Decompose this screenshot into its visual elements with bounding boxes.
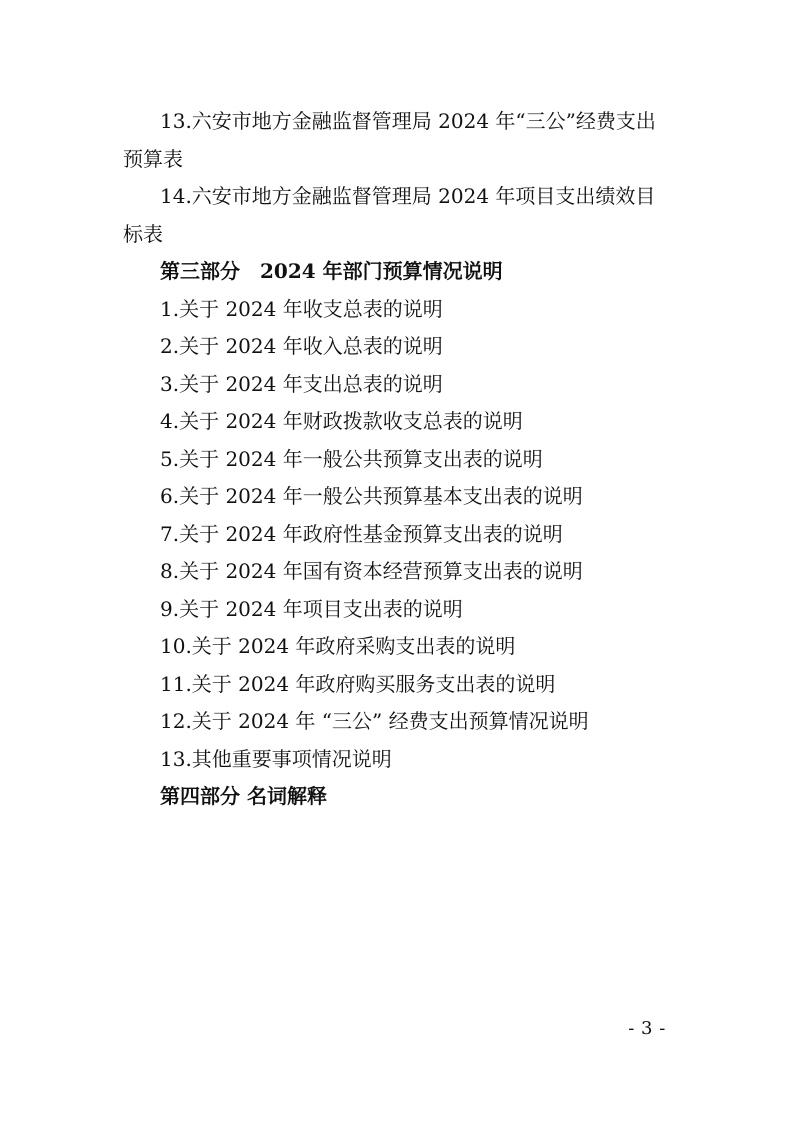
part-three-item-8: 8.关于 2024 年国有资本经营预算支出表的说明 bbox=[160, 559, 583, 583]
toc-item-14-line-1: 14.六安市地方金融监督管理局 2024 年项目支出绩效目 bbox=[160, 184, 656, 208]
part-three-item-2: 2.关于 2024 年收入总表的说明 bbox=[160, 334, 443, 358]
toc-item-13-line-1: 13.六安市地方金融监督管理局 2024 年“三公”经费支出 bbox=[160, 109, 656, 133]
part-three-item-1: 1.关于 2024 年收支总表的说明 bbox=[160, 296, 443, 321]
page-number: - 3 - bbox=[628, 1018, 666, 1039]
toc-item-14-line-2: 标表 bbox=[123, 221, 163, 246]
part-three-item-7: 7.关于 2024 年政府性基金预算支出表的说明 bbox=[160, 521, 563, 546]
part-three-item-11: 11.关于 2024 年政府购买服务支出表的说明 bbox=[160, 671, 556, 696]
part-three-item-9: 9.关于 2024 年项目支出表的说明 bbox=[160, 596, 463, 621]
part-three-heading: 第三部分 2024 年部门预算情况说明 bbox=[160, 259, 503, 283]
part-three-item-5: 5.关于 2024 年一般公共预算支出表的说明 bbox=[160, 446, 543, 471]
part-three-item-3: 3.关于 2024 年支出总表的说明 bbox=[160, 371, 443, 396]
part-three-item-13: 13.其他重要事项情况说明 bbox=[160, 746, 392, 771]
part-three-item-12: 12.关于 2024 年 “三公” 经费支出预算情况说明 bbox=[160, 709, 589, 733]
table-of-contents bbox=[123, 103, 668, 816]
part-three-item-6: 6.关于 2024 年一般公共预算基本支出表的说明 bbox=[160, 484, 583, 508]
part-four-heading: 第四部分 名词解释 bbox=[160, 784, 327, 808]
toc-item-13-line-2: 预算表 bbox=[123, 146, 183, 171]
part-three-item-10: 10.关于 2024 年政府采购支出表的说明 bbox=[160, 634, 516, 658]
part-three-item-4: 4.关于 2024 年财政拨款收支总表的说明 bbox=[160, 409, 523, 433]
